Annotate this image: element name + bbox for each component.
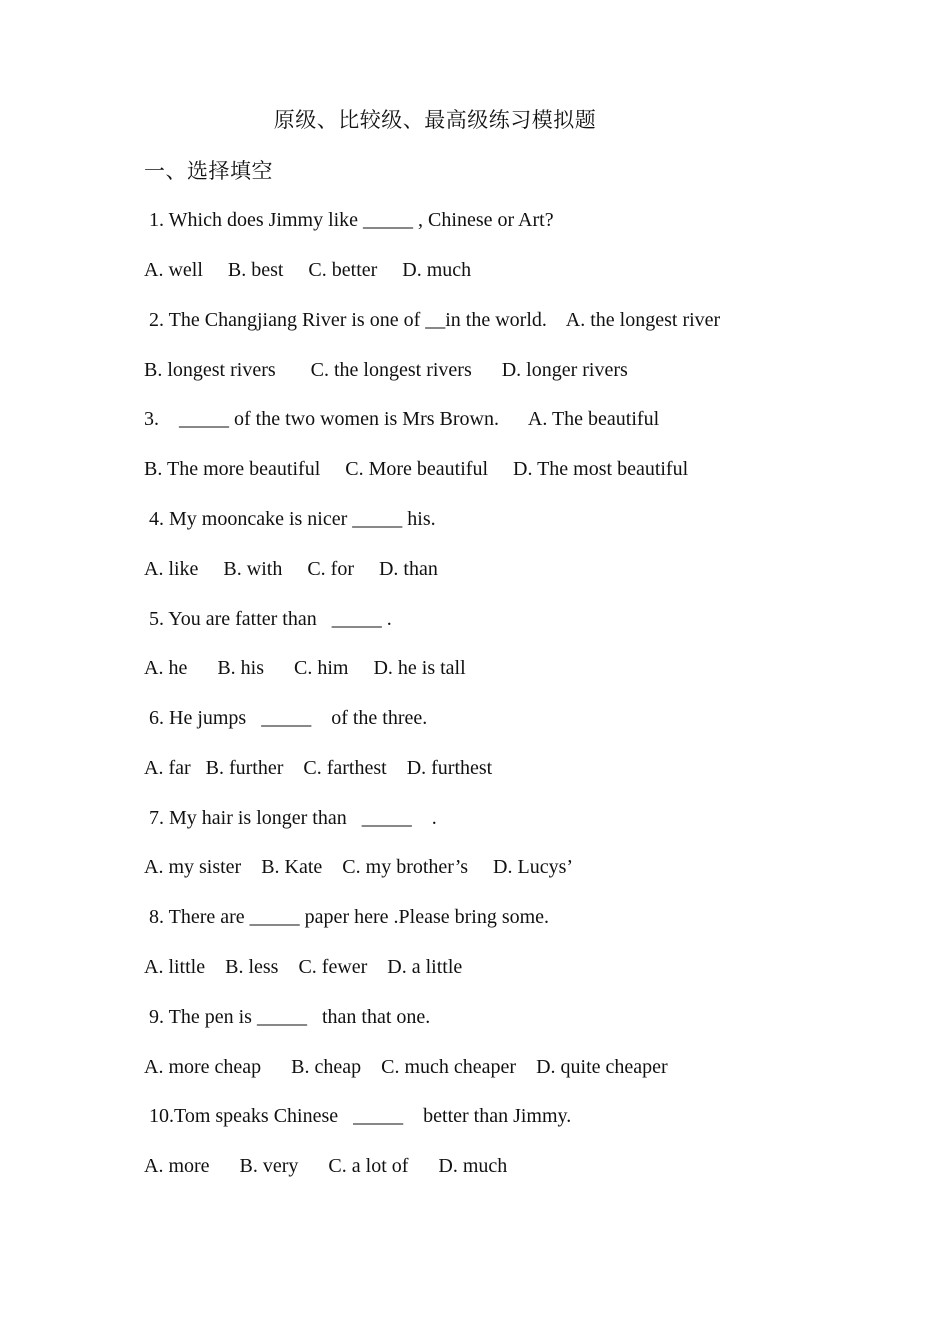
question-3: 3. _____ of the two women is Mrs Brown. A. The beautiful xyxy=(144,408,660,430)
question-5: 5. You are fatter than _____ . xyxy=(144,608,392,630)
options-7: A. my sister B. Kate C. my brother’s D. Lucys’ xyxy=(144,856,574,878)
question-9: 9. The pen is _____ than that one. xyxy=(144,1006,431,1028)
options-9: A. more cheap B. cheap C. much cheaper D. quite cheaper xyxy=(144,1056,668,1078)
options-3: B. The more beautiful C. More beautiful D. The most beautiful xyxy=(144,458,689,480)
options-4: A. like B. with C. for D. than xyxy=(144,558,438,580)
question-8: 8. There are _____ paper here .Please bring some. xyxy=(144,906,550,928)
question-1: 1. Which does Jimmy like _____ , Chinese or Art? xyxy=(144,209,554,231)
page-title: 原级、比较级、最高级练习模拟题 xyxy=(273,108,597,132)
options-1: A. well B. best C. better D. much xyxy=(144,259,472,281)
question-4: 4. My mooncake is nicer _____ his. xyxy=(144,508,436,530)
options-2: B. longest rivers C. the longest rivers D. longer rivers xyxy=(144,359,628,381)
options-6: A. far B. further C. farthest D. furthest xyxy=(144,757,493,779)
options-10: A. more B. very C. a lot of D. much xyxy=(144,1155,508,1177)
question-10: 10.Tom speaks Chinese _____ better than Jimmy. xyxy=(144,1105,572,1127)
options-5: A. he B. his C. him D. he is tall xyxy=(144,657,466,679)
question-2: 2. The Changjiang River is one of __in the world. A. the longest river xyxy=(144,309,721,331)
section-heading: 一、选择填空 xyxy=(144,159,273,183)
question-7: 7. My hair is longer than _____ . xyxy=(144,807,437,829)
options-8: A. little B. less C. fewer D. a little xyxy=(144,956,463,978)
question-6: 6. He jumps _____ of the three. xyxy=(144,707,428,729)
